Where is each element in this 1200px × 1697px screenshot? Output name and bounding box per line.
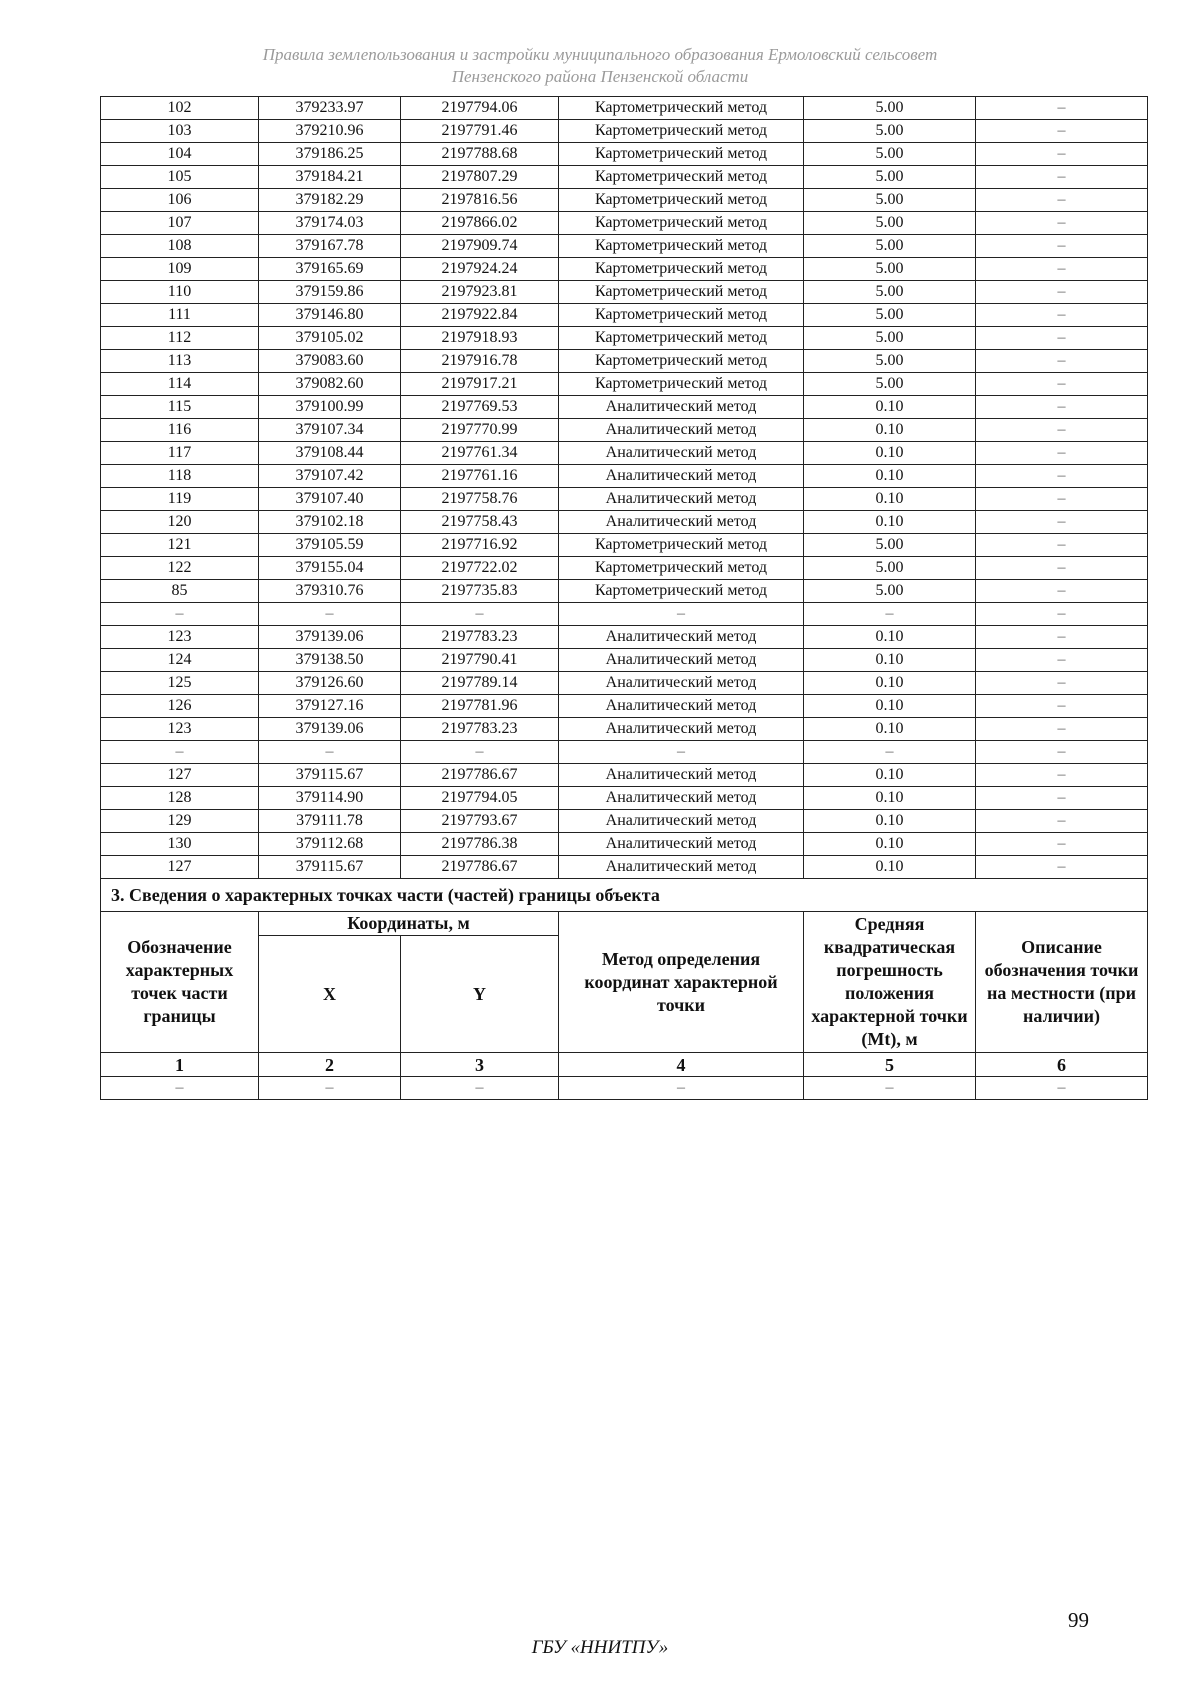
- table-cell: 104: [101, 143, 259, 166]
- table-cell: 5.00: [804, 373, 976, 396]
- table-cell: 85: [101, 580, 259, 603]
- table-row: [101, 143, 1148, 166]
- table-cell: 125: [101, 672, 259, 695]
- table-cell: 5.00: [804, 557, 976, 580]
- table-row: [101, 833, 1148, 856]
- table-cell: 111: [101, 304, 259, 327]
- table-cell: 5.00: [804, 189, 976, 212]
- table-cell: 114: [101, 373, 259, 396]
- column-number: 5: [804, 1053, 976, 1077]
- table-cell: 2197783.23: [401, 718, 559, 741]
- table-cell: Аналитический метод: [559, 810, 804, 833]
- table-cell: 379115.67: [259, 856, 401, 879]
- table-cell: 5.00: [804, 166, 976, 189]
- table-cell: 128: [101, 787, 259, 810]
- table-cell: –: [259, 603, 401, 626]
- table-cell: 5.00: [804, 534, 976, 557]
- table-cell: 2197790.41: [401, 649, 559, 672]
- table-cell: 130: [101, 833, 259, 856]
- table-cell: 379139.06: [259, 718, 401, 741]
- table-cell: –: [101, 741, 259, 764]
- table-cell: 379102.18: [259, 511, 401, 534]
- table-cell: –: [976, 534, 1148, 557]
- table-cell: 129: [101, 810, 259, 833]
- table-cell: Аналитический метод: [559, 511, 804, 534]
- points-table-body: [101, 97, 1148, 879]
- table-cell: Аналитический метод: [559, 442, 804, 465]
- section-3-title-row: [101, 879, 1148, 912]
- table-cell: Аналитический метод: [559, 672, 804, 695]
- table-cell: Аналитический метод: [559, 419, 804, 442]
- table-cell: 5.00: [804, 350, 976, 373]
- table-cell: –: [976, 718, 1148, 741]
- table-cell: 5.00: [804, 580, 976, 603]
- table-cell: 0.10: [804, 695, 976, 718]
- table-cell: Аналитический метод: [559, 649, 804, 672]
- table-cell: 2197789.14: [401, 672, 559, 695]
- table-cell: 2197909.74: [401, 235, 559, 258]
- table-cell: 5.00: [804, 327, 976, 350]
- table-cell: 379111.78: [259, 810, 401, 833]
- table-cell: Картометрический метод: [559, 557, 804, 580]
- table-cell: –: [976, 580, 1148, 603]
- table-row: [101, 465, 1148, 488]
- table-cell: 2197758.76: [401, 488, 559, 511]
- table-cell: 106: [101, 189, 259, 212]
- table-cell: 126: [101, 695, 259, 718]
- table-cell: –: [976, 695, 1148, 718]
- table-cell: 0.10: [804, 419, 976, 442]
- table-cell: 120: [101, 511, 259, 534]
- section-3-column-numbers-row: [101, 1053, 1148, 1077]
- table-cell: –: [976, 442, 1148, 465]
- table-row: [101, 741, 1148, 764]
- table-cell: –: [976, 258, 1148, 281]
- table-row: [101, 327, 1148, 350]
- table-cell: 0.10: [804, 672, 976, 695]
- table-cell: Картометрический метод: [559, 258, 804, 281]
- header-coordinates-group: Координаты, м: [259, 912, 559, 936]
- section-3-empty-row: [101, 1077, 1148, 1100]
- table-cell: –: [976, 465, 1148, 488]
- table-row: [101, 488, 1148, 511]
- table-cell: Аналитический метод: [559, 787, 804, 810]
- column-number: 6: [976, 1053, 1148, 1077]
- table-cell: 0.10: [804, 764, 976, 787]
- table-cell: 2197794.05: [401, 787, 559, 810]
- table-cell: 0.10: [804, 626, 976, 649]
- table-cell: –: [976, 373, 1148, 396]
- table-row: [101, 350, 1148, 373]
- table-cell: 0.10: [804, 465, 976, 488]
- table-cell: 5.00: [804, 212, 976, 235]
- table-cell: 2197917.21: [401, 373, 559, 396]
- table-cell: 5.00: [804, 258, 976, 281]
- table-cell: Картометрический метод: [559, 350, 804, 373]
- table-row: [101, 695, 1148, 718]
- header-error: [804, 912, 976, 1053]
- table-row: [101, 672, 1148, 695]
- table-cell: 2197788.68: [401, 143, 559, 166]
- table-cell: 379107.40: [259, 488, 401, 511]
- table-cell: 127: [101, 764, 259, 787]
- table-cell: 2197918.93: [401, 327, 559, 350]
- table-cell: –: [976, 327, 1148, 350]
- table-cell: 112: [101, 327, 259, 350]
- table-cell: 379210.96: [259, 120, 401, 143]
- table-cell: 124: [101, 649, 259, 672]
- document-running-header: [0, 44, 1200, 88]
- table-row: [101, 120, 1148, 143]
- table-cell: –: [401, 1077, 559, 1100]
- table-cell: 2197761.16: [401, 465, 559, 488]
- table-row: [101, 810, 1148, 833]
- table-row: [101, 258, 1148, 281]
- table-cell: –: [259, 741, 401, 764]
- table-cell: 5.00: [804, 235, 976, 258]
- table-cell: –: [976, 511, 1148, 534]
- table-cell: 2197716.92: [401, 534, 559, 557]
- table-cell: –: [976, 833, 1148, 856]
- table-cell: 0.10: [804, 787, 976, 810]
- table-row: [101, 580, 1148, 603]
- table-cell: 2197735.83: [401, 580, 559, 603]
- table-cell: 379114.90: [259, 787, 401, 810]
- table-cell: 123: [101, 718, 259, 741]
- table-row: [101, 442, 1148, 465]
- table-cell: Аналитический метод: [559, 465, 804, 488]
- table-cell: Аналитический метод: [559, 488, 804, 511]
- table-cell: 2197786.38: [401, 833, 559, 856]
- table-cell: 117: [101, 442, 259, 465]
- table-cell: 379108.44: [259, 442, 401, 465]
- table-cell: –: [804, 1077, 976, 1100]
- table-cell: –: [101, 1077, 259, 1100]
- table-cell: Картометрический метод: [559, 189, 804, 212]
- header-line-1: Правила землепользования и застройки муниципального образования Ермоловский сельсовет: [262, 45, 938, 64]
- table-row: [101, 534, 1148, 557]
- table-cell: 379167.78: [259, 235, 401, 258]
- table-cell: 379126.60: [259, 672, 401, 695]
- table-cell: Картометрический метод: [559, 235, 804, 258]
- table-cell: Картометрический метод: [559, 304, 804, 327]
- table-cell: 379186.25: [259, 143, 401, 166]
- table-cell: 379107.34: [259, 419, 401, 442]
- table-row: [101, 212, 1148, 235]
- table-cell: Аналитический метод: [559, 833, 804, 856]
- table-cell: Картометрический метод: [559, 212, 804, 235]
- table-row: [101, 235, 1148, 258]
- table-cell: 2197758.43: [401, 511, 559, 534]
- table-cell: 379115.67: [259, 764, 401, 787]
- table-cell: 5.00: [804, 143, 976, 166]
- table-cell: Аналитический метод: [559, 695, 804, 718]
- table-cell: –: [976, 97, 1148, 120]
- header-description: Описание обозначения точки на местности (при наличии): [976, 912, 1148, 1053]
- table-row: [101, 396, 1148, 419]
- table-cell: 2197916.78: [401, 350, 559, 373]
- header-x: X: [259, 936, 401, 1053]
- table-row: [101, 373, 1148, 396]
- table-cell: –: [976, 603, 1148, 626]
- section-3-title: 3. Сведения о характерных точках части (частей) границы объекта: [101, 879, 1148, 912]
- table-cell: 118: [101, 465, 259, 488]
- table-cell: 109: [101, 258, 259, 281]
- table-cell: Картометрический метод: [559, 143, 804, 166]
- table-cell: 119: [101, 488, 259, 511]
- table-cell: 379310.76: [259, 580, 401, 603]
- table-cell: 379184.21: [259, 166, 401, 189]
- table-cell: Картометрический метод: [559, 281, 804, 304]
- table-cell: 5.00: [804, 281, 976, 304]
- table-cell: 379233.97: [259, 97, 401, 120]
- table-cell: Аналитический метод: [559, 626, 804, 649]
- table-row: [101, 626, 1148, 649]
- column-number: 4: [559, 1053, 804, 1077]
- table-cell: Картометрический метод: [559, 534, 804, 557]
- section-3-header-row-1: [101, 912, 1148, 936]
- table-cell: 102: [101, 97, 259, 120]
- table-cell: 5.00: [804, 120, 976, 143]
- table-row: [101, 419, 1148, 442]
- header-method: Метод определения координат характерной точки: [559, 912, 804, 1053]
- table-row: [101, 189, 1148, 212]
- table-row: [101, 166, 1148, 189]
- document-footer: ГБУ «ННИТПУ»: [531, 1637, 669, 1658]
- table-cell: –: [976, 764, 1148, 787]
- table-cell: 2197769.53: [401, 396, 559, 419]
- table-cell: 0.10: [804, 833, 976, 856]
- table-cell: 103: [101, 120, 259, 143]
- table-cell: 5.00: [804, 97, 976, 120]
- table-cell: –: [259, 1077, 401, 1100]
- table-cell: 2197786.67: [401, 764, 559, 787]
- table-cell: –: [976, 557, 1148, 580]
- table-row: [101, 856, 1148, 879]
- table-cell: 379174.03: [259, 212, 401, 235]
- table-cell: 2197793.67: [401, 810, 559, 833]
- table-row: [101, 511, 1148, 534]
- table-cell: Картометрический метод: [559, 120, 804, 143]
- table-cell: 122: [101, 557, 259, 580]
- table-cell: –: [401, 603, 559, 626]
- table-cell: Аналитический метод: [559, 764, 804, 787]
- table-cell: –: [976, 166, 1148, 189]
- table-cell: 123: [101, 626, 259, 649]
- table-cell: 379107.42: [259, 465, 401, 488]
- table-cell: 2197923.81: [401, 281, 559, 304]
- table-row: [101, 281, 1148, 304]
- table-cell: 379100.99: [259, 396, 401, 419]
- table-row: [101, 649, 1148, 672]
- table-cell: –: [976, 189, 1148, 212]
- table-cell: 0.10: [804, 396, 976, 419]
- table-cell: 107: [101, 212, 259, 235]
- table-cell: 115: [101, 396, 259, 419]
- table-cell: 379182.29: [259, 189, 401, 212]
- table-cell: 379159.86: [259, 281, 401, 304]
- table-row: [101, 304, 1148, 327]
- table-cell: 2197781.96: [401, 695, 559, 718]
- table-cell: 379127.16: [259, 695, 401, 718]
- table-cell: –: [804, 603, 976, 626]
- table-cell: Аналитический метод: [559, 396, 804, 419]
- table-cell: 113: [101, 350, 259, 373]
- table-cell: –: [101, 603, 259, 626]
- table-cell: 2197770.99: [401, 419, 559, 442]
- table-cell: 0.10: [804, 718, 976, 741]
- table-cell: 110: [101, 281, 259, 304]
- table-cell: 2197922.84: [401, 304, 559, 327]
- table-cell: 379112.68: [259, 833, 401, 856]
- table-cell: –: [976, 235, 1148, 258]
- table-cell: 127: [101, 856, 259, 879]
- table-cell: 379082.60: [259, 373, 401, 396]
- table-row: [101, 557, 1148, 580]
- table-cell: –: [976, 281, 1148, 304]
- table-cell: 379105.59: [259, 534, 401, 557]
- table-cell: 105: [101, 166, 259, 189]
- table-cell: –: [976, 419, 1148, 442]
- table-cell: –: [976, 143, 1148, 166]
- table-cell: 5.00: [804, 304, 976, 327]
- header-line-2: Пензенского района Пензенской области: [451, 67, 749, 86]
- table-cell: –: [976, 810, 1148, 833]
- column-number: 1: [101, 1053, 259, 1077]
- table-cell: 379083.60: [259, 350, 401, 373]
- table-cell: 2197783.23: [401, 626, 559, 649]
- header-error-text: Средняя квадратическая погрешность положения характерной точки (Mt), м: [811, 914, 968, 1049]
- table-cell: 379139.06: [259, 626, 401, 649]
- table-cell: Картометрический метод: [559, 327, 804, 350]
- table-cell: –: [559, 1077, 804, 1100]
- column-number: 2: [259, 1053, 401, 1077]
- table-cell: 379105.02: [259, 327, 401, 350]
- table-cell: Картометрический метод: [559, 166, 804, 189]
- table-cell: Картометрический метод: [559, 373, 804, 396]
- table-cell: –: [976, 350, 1148, 373]
- table-cell: 379165.69: [259, 258, 401, 281]
- table-row: [101, 603, 1148, 626]
- table-cell: –: [559, 603, 804, 626]
- table-cell: –: [976, 626, 1148, 649]
- column-number: 3: [401, 1053, 559, 1077]
- table-cell: 108: [101, 235, 259, 258]
- table-row: [101, 787, 1148, 810]
- table-cell: 121: [101, 534, 259, 557]
- table-cell: –: [976, 304, 1148, 327]
- table-cell: 2197924.24: [401, 258, 559, 281]
- table-cell: –: [976, 672, 1148, 695]
- table-cell: Аналитический метод: [559, 856, 804, 879]
- table-cell: 2197722.02: [401, 557, 559, 580]
- table-cell: –: [804, 741, 976, 764]
- table-cell: 379146.80: [259, 304, 401, 327]
- table-row: [101, 764, 1148, 787]
- table-cell: –: [976, 120, 1148, 143]
- table-cell: 0.10: [804, 649, 976, 672]
- table-cell: 2197794.06: [401, 97, 559, 120]
- table-cell: 0.10: [804, 856, 976, 879]
- table-cell: 0.10: [804, 442, 976, 465]
- table-cell: 2197786.67: [401, 856, 559, 879]
- table-cell: 379155.04: [259, 557, 401, 580]
- table-cell: –: [976, 212, 1148, 235]
- table-cell: Картометрический метод: [559, 580, 804, 603]
- table-cell: 2197816.56: [401, 189, 559, 212]
- table-cell: 0.10: [804, 810, 976, 833]
- table-cell: 2197761.34: [401, 442, 559, 465]
- header-y: Y: [401, 936, 559, 1053]
- table-cell: 116: [101, 419, 259, 442]
- page-number: 99: [1068, 1608, 1089, 1632]
- table-cell: 2197807.29: [401, 166, 559, 189]
- table-cell: 2197866.02: [401, 212, 559, 235]
- table-cell: –: [976, 856, 1148, 879]
- table-cell: 2197791.46: [401, 120, 559, 143]
- table-cell: 379138.50: [259, 649, 401, 672]
- header-designation: Обозначение характерных точек части границы: [101, 912, 259, 1053]
- table-cell: Аналитический метод: [559, 718, 804, 741]
- table-row: [101, 718, 1148, 741]
- table-cell: –: [976, 741, 1148, 764]
- table-cell: –: [401, 741, 559, 764]
- table-cell: Картометрический метод: [559, 97, 804, 120]
- table-cell: –: [976, 787, 1148, 810]
- section-3-block: [101, 879, 1148, 1100]
- table-cell: –: [976, 1077, 1148, 1100]
- table-cell: –: [559, 741, 804, 764]
- table-cell: 0.10: [804, 511, 976, 534]
- boundary-points-table: [100, 96, 1148, 1100]
- table-row: [101, 97, 1148, 120]
- table-cell: –: [976, 396, 1148, 419]
- table-cell: –: [976, 649, 1148, 672]
- table-cell: –: [976, 488, 1148, 511]
- table-cell: 0.10: [804, 488, 976, 511]
